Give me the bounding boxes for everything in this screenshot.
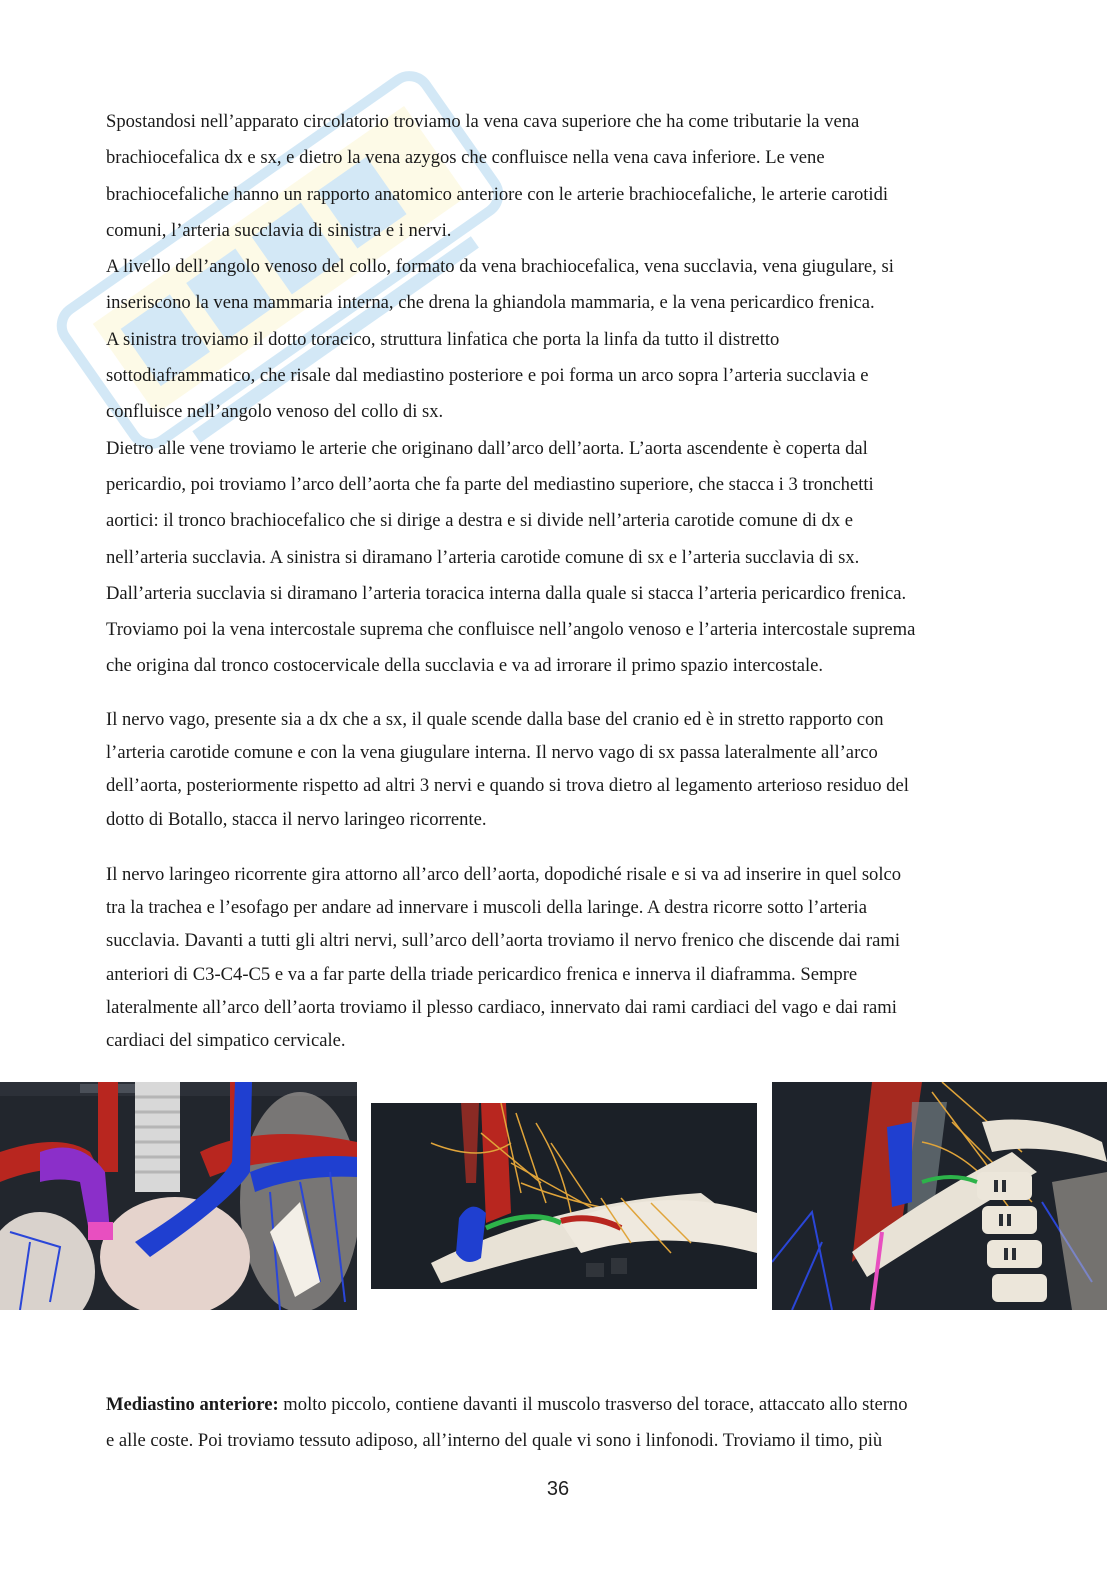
text-line: A livello dell’angolo venoso del collo, formato da vena brachiocefalica, vena succlavia, vena giugulare, si [106, 256, 894, 278]
text-line: pericardio, poi troviamo l’arco dell’aorta che fa parte del mediastino superiore, che stacca i 3 tronchetti [106, 473, 874, 495]
anatomy-image-vertebral-view [772, 1082, 1107, 1310]
text-line: aortici: il tronco brachiocefalico che si dirige a destra e si divide nell’arteria carotide comune di dx e [106, 510, 854, 532]
text-line: dotto di Botallo, stacca il nervo laringeo ricorrente. [106, 808, 487, 830]
text-line: l’arteria carotide comune e con la vena giugulare interna. Il nervo vago di sx passa lateralmente all’arco [106, 742, 878, 764]
text-line: brachiocefalica dx e sx, e dietro la vena azygos che confluisce nella vena cava inferiore. Le vene [106, 147, 825, 169]
text-line: Dall’arteria succlavia si diramano l’arteria toracica interna dalla quale si stacca l’arteria pericardico frenica. [106, 582, 907, 604]
text-line: lateralmente all’arco dell’aorta troviamo il plesso cardiaco, innervato dai rami cardiaci del vago e dai rami [106, 996, 897, 1018]
text-line: nell’arteria succlavia. A sinistra si diramano l’arteria carotide comune di sx e l’arteria succlavia di sx. [106, 546, 860, 568]
text-span: molto piccolo, contiene davanti il muscolo trasverso del torace, attaccato allo sterno [278, 1394, 908, 1415]
text-line: cardiaci del simpatico cervicale. [106, 1030, 346, 1052]
anatomy-image-anterior-vessels [0, 1082, 357, 1310]
text-line: Il nervo vago, presente sia a dx che a sx, il quale scende dalla base del cranio ed è in stretto rapporto con [106, 709, 884, 730]
text-line: tra la trachea e l’esofago per andare ad innervare i muscoli della laringe. A destra ricorre sotto l’arteria [106, 897, 867, 919]
paragraph-anterior-mediastinum [106, 1387, 1006, 1459]
text-line: e alle coste. Poi troviamo tessuto adiposo, all’interno del quale vi sono i linfonodi. Troviamo il timo, più [106, 1430, 883, 1451]
text-line: anteriori di C3-C4-C5 e va a far parte della triade pericardico frenica e innerva il diaframma. Sempre [106, 963, 858, 985]
text-line: sottodiaframmatico, che risale dal mediastino posteriore e poi forma un arco sopra l’arteria succlavia e [106, 365, 869, 387]
paragraph-circulatory [106, 104, 1006, 685]
text-line: dell’aorta, posteriormente rispetto ad altri 3 nervi e quando si trova dietro al legamento arterioso residuo del [106, 775, 909, 797]
text-line: Il nervo laringeo ricorrente gira attorno all’arco dell’aorta, dopodiché risale e si va ad inserire in quel solco [106, 864, 902, 885]
text-line: che origina dal tronco costocervicale della succlavia e va ad irrorare il primo spazio intercostale. [106, 655, 824, 677]
text-line: Troviamo poi la vena intercostale suprema che confluisce nell’angolo venoso e l’arteria intercostale suprema [106, 619, 916, 641]
section-heading: Mediastino anteriore: [106, 1394, 279, 1415]
text-line: inseriscono la vena mammaria interna, che drena la ghiandola mammaria, e la vena pericardico frenica. [106, 292, 875, 314]
paragraph-vagus [106, 703, 1006, 836]
text-line: succlavia. Davanti a tutti gli altri nervi, sull’arco dell’aorta troviamo il nervo frenico che discende dai rami [106, 930, 901, 952]
text-line: brachiocefaliche hanno un rapporto anatomico anteriore con le arterie brachiocefaliche, le arterie carotidi [106, 183, 889, 205]
text-line: Spostandosi nell’apparato circolatorio troviamo la vena cava superiore che ha come tributarie la vena [106, 111, 860, 132]
anatomy-image-lateral-nerves [371, 1103, 757, 1289]
text-line: comuni, l’arteria succlavia di sinistra e i nervi. [106, 219, 452, 241]
text-line [106, 1387, 1006, 1423]
text-line: Dietro alle vene troviamo le arterie che originano dall’arco dell’aorta. L’aorta ascendente è coperta dal [106, 437, 868, 459]
text-line: A sinistra troviamo il dotto toracico, struttura linfatica che porta la linfa da tutto il distretto [106, 328, 780, 350]
text-line: confluisce nell’angolo venoso del collo di sx. [106, 401, 444, 423]
page-number: 36 [546, 1478, 570, 1500]
paragraph-laryngeal [106, 858, 1006, 1057]
